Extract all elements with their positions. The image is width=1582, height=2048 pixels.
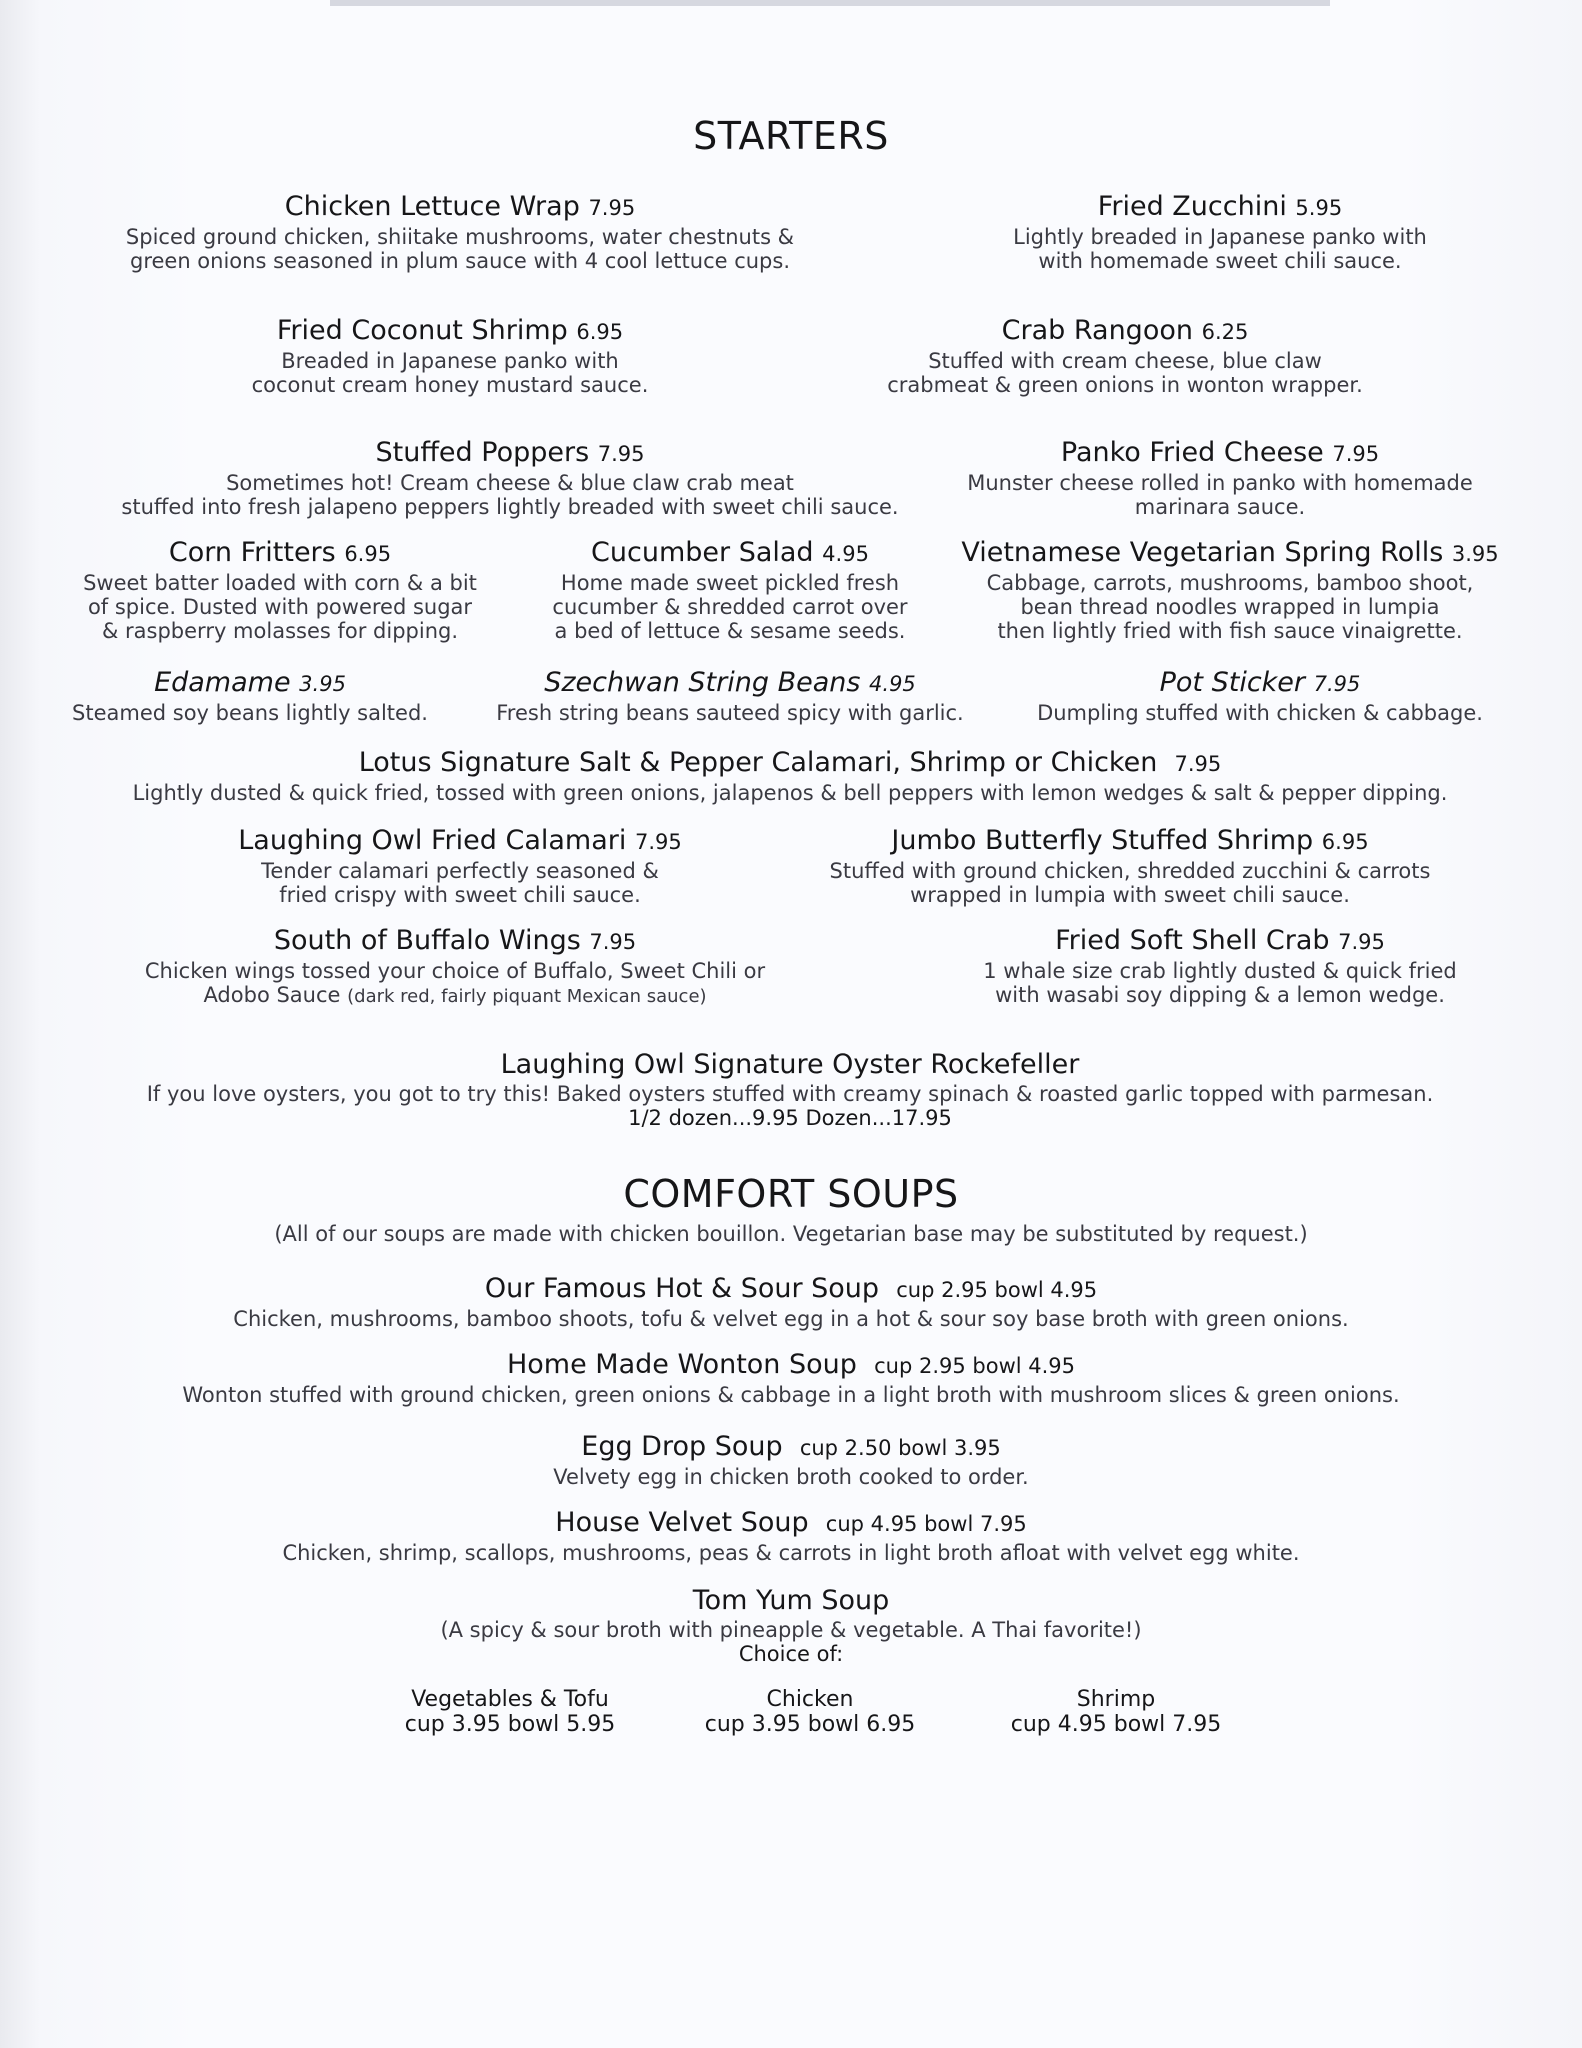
menu-item — [90, 924, 820, 1009]
menu-item — [40, 746, 1540, 805]
item-name: Lotus Signature Salt & Pepper Calamari, Shrimp or Chicken — [358, 747, 1158, 778]
item-desc: stuffed into fresh jalapeno peppers lightly breaded with sweet chili sauce. — [121, 495, 899, 519]
item-price: 7.95 — [634, 830, 682, 854]
item-desc: fried crispy with sweet chili sauce. — [279, 883, 641, 907]
item-desc: Munster cheese rolled in panko with homemade — [967, 471, 1473, 495]
menu-item — [900, 924, 1540, 1007]
item-desc: green onions seasoned in plum sauce with 4 cool lettuce cups. — [129, 249, 791, 273]
item-desc: Spiced ground chicken, shiitake mushrooms, water chestnuts & — [125, 225, 795, 249]
item-desc: Breaded in Japanese panko with — [281, 349, 619, 373]
item-price: 5.95 — [1295, 196, 1343, 220]
item-desc: Adobo Sauce — [203, 983, 341, 1007]
item-desc: coconut cream honey mustard sauce. — [251, 373, 649, 397]
menu-item — [960, 190, 1480, 273]
item-name: Corn Fritters — [168, 537, 336, 568]
soup-desc: Wonton stuffed with ground chicken, green onions & cabbage in a light broth with mushroom slices & green onions. — [182, 1383, 1400, 1407]
soup-price: cup 2.50 bowl 3.95 — [799, 1436, 1001, 1460]
item-desc: & raspberry molasses for dipping. — [101, 619, 459, 643]
item-name: Cucumber Salad — [591, 537, 814, 568]
soup-item — [0, 1272, 1582, 1331]
soup-name: Tom Yum Soup — [692, 1585, 890, 1616]
soup-choice-label: Choice of: — [738, 1642, 844, 1666]
item-name: Panko Fried Cheese — [1060, 437, 1324, 468]
choice-price: cup 3.95 bowl 5.95 — [404, 1712, 616, 1737]
item-price: 6.95 — [1321, 830, 1369, 854]
starters-title: STARTERS — [693, 114, 889, 158]
item-desc: Cabbage, carrots, mushrooms, bamboo shoot, — [986, 571, 1474, 595]
item-price: 7.95 — [588, 196, 636, 220]
soup-name: House Velvet Soup — [555, 1507, 809, 1538]
item-name: Szechwan String Beans — [544, 667, 861, 698]
soup-desc: Chicken, mushrooms, bamboo shoots, tofu & velvet egg in a hot & sour soy base broth with green onions. — [233, 1307, 1349, 1331]
choice-name: Chicken — [766, 1687, 854, 1712]
item-desc: Lightly breaded in Japanese panko with — [1013, 225, 1427, 249]
item-desc: 1 whale size crab lightly dusted & quick fried — [983, 959, 1457, 983]
item-name: Fried Soft Shell Crab — [1055, 925, 1330, 956]
item-desc: a bed of lettuce & sesame seeds. — [554, 619, 906, 643]
soup-name: Home Made Wonton Soup — [506, 1349, 857, 1380]
menu-item — [160, 824, 760, 907]
soup-price: cup 4.95 bowl 7.95 — [825, 1512, 1027, 1536]
menu-item — [840, 314, 1410, 397]
item-name: Fried Zucchini — [1097, 191, 1287, 222]
soup-choice — [660, 1687, 960, 1737]
item-desc: Home made sweet pickled fresh — [560, 571, 900, 595]
item-desc-note: (dark red, fairly piquant Mexican sauce) — [347, 986, 707, 1007]
item-desc: Steamed soy beans lightly salted. — [72, 701, 428, 725]
item-desc: Sometimes hot! Cream cheese & blue claw crab meat — [226, 471, 794, 495]
menu-item — [60, 666, 440, 725]
choice-name: Vegetables & Tofu — [411, 1687, 609, 1712]
item-name: Laughing Owl Fried Calamari — [238, 825, 627, 856]
menu-item — [40, 1048, 1540, 1130]
item-name: Laughing Owl Signature Oyster Rockefeller — [500, 1049, 1080, 1080]
soup-item — [0, 1430, 1582, 1489]
item-desc: Tender calamari perfectly seasoned & — [261, 859, 659, 883]
menu-item — [90, 190, 830, 273]
item-desc: Lightly dusted & quick fried, tossed with green onions, jalapenos & bell peppers with lemon wedges & salt & pepper dipping. — [132, 781, 1448, 805]
menu-item — [50, 536, 510, 643]
item-desc: Sweet batter loaded with corn & a bit — [83, 571, 477, 595]
soups-note: (All of our soups are made with chicken bouillon. Vegetarian base may be substituted by request.) — [274, 1222, 1308, 1246]
item-price: 6.95 — [344, 542, 392, 566]
item-price: 4.95 — [822, 542, 869, 566]
item-desc: cucumber & shredded carrot over — [552, 595, 908, 619]
soup-price: cup 2.95 bowl 4.95 — [896, 1278, 1098, 1302]
soup-item — [0, 1584, 1582, 1666]
choice-price: cup 3.95 bowl 6.95 — [704, 1712, 916, 1737]
item-name: South of Buffalo Wings — [273, 925, 581, 956]
soup-desc: Velvety egg in chicken broth cooked to order. — [553, 1465, 1029, 1489]
item-price: 7.95 — [1332, 442, 1380, 466]
menu-item — [770, 824, 1490, 907]
choice-price: cup 4.95 bowl 7.95 — [1010, 1712, 1222, 1737]
item-desc: If you love oysters, you got to try this! Baked oysters stuffed with creamy spinach & roasted garlic topped with parmesan. — [146, 1082, 1434, 1106]
item-price: 4.95 — [869, 672, 916, 696]
item-name: Edamame — [154, 667, 291, 698]
menu-item — [950, 536, 1510, 643]
soup-name: Our Famous Hot & Sour Soup — [484, 1273, 880, 1304]
choice-name: Shrimp — [1076, 1687, 1156, 1712]
soup-choice — [360, 1687, 660, 1737]
soup-desc: (A spicy & sour broth with pineapple & vegetable. A Thai favorite!) — [440, 1618, 1142, 1642]
item-desc: Chicken wings tossed your choice of Buffalo, Sweet Chili or — [144, 959, 766, 983]
item-price: 7.95 — [1338, 930, 1385, 954]
item-desc: crabmeat & green onions in wonton wrapper. — [887, 373, 1363, 397]
item-desc: marinara sauce. — [1134, 495, 1306, 519]
item-desc: Stuffed with cream cheese, blue claw — [928, 349, 1322, 373]
item-desc: Fresh string beans sauteed spicy with garlic. — [496, 701, 964, 725]
soup-choice — [966, 1687, 1266, 1737]
item-desc: with homemade sweet chili sauce. — [1038, 249, 1402, 273]
item-desc: Dumpling stuffed with chicken & cabbage. — [1037, 701, 1483, 725]
item-desc: bean thread noodles wrapped in lumpia — [1020, 595, 1440, 619]
item-name: Stuffed Poppers — [375, 437, 590, 468]
item-name: Chicken Lettuce Wrap — [284, 191, 580, 222]
item-price: 6.25 — [1201, 320, 1249, 344]
scan-edge — [330, 0, 1330, 6]
menu-item — [520, 536, 940, 643]
item-name: Jumbo Butterfly Stuffed Shrimp — [891, 825, 1314, 856]
item-price: 7.95 — [1313, 672, 1361, 696]
soup-item — [0, 1506, 1582, 1565]
item-desc: of spice. Dusted with powered sugar — [87, 595, 473, 619]
item-name: Crab Rangoon — [1001, 315, 1193, 346]
soup-price: cup 2.95 bowl 4.95 — [874, 1354, 1076, 1378]
item-price: 7.95 — [589, 930, 637, 954]
item-desc: wrapped in lumpia with sweet chili sauce. — [910, 883, 1350, 907]
item-price: 6.95 — [576, 320, 624, 344]
menu-item — [930, 436, 1510, 519]
item-desc: with wasabi soy dipping & a lemon wedge. — [995, 983, 1445, 1007]
item-price: 3.95 — [299, 672, 346, 696]
item-price: 7.95 — [597, 442, 645, 466]
item-name: Vietnamese Vegetarian Spring Rolls — [961, 537, 1444, 568]
menu-item — [200, 314, 700, 397]
soup-item — [0, 1348, 1582, 1407]
item-name: Fried Coconut Shrimp — [276, 315, 568, 346]
item-name: Pot Sticker — [1159, 667, 1306, 698]
menu-item — [470, 666, 990, 725]
soup-desc: Chicken, shrimp, scallops, mushrooms, peas & carrots in light broth afloat with velvet egg white. — [282, 1541, 1300, 1565]
soup-name: Egg Drop Soup — [581, 1431, 783, 1462]
item-desc: then lightly fried with fish sauce vinaigrette. — [997, 619, 1463, 643]
item-price: 3.95 — [1451, 542, 1499, 566]
menu-item — [80, 436, 940, 519]
menu-item — [1000, 666, 1520, 725]
item-price: 7.95 — [1174, 752, 1222, 776]
item-desc: Stuffed with ground chicken, shredded zucchini & carrots — [829, 859, 1431, 883]
soups-title: COMFORT SOUPS — [623, 1172, 959, 1216]
item-price: 1/2 dozen...9.95 Dozen...17.95 — [628, 1106, 952, 1130]
